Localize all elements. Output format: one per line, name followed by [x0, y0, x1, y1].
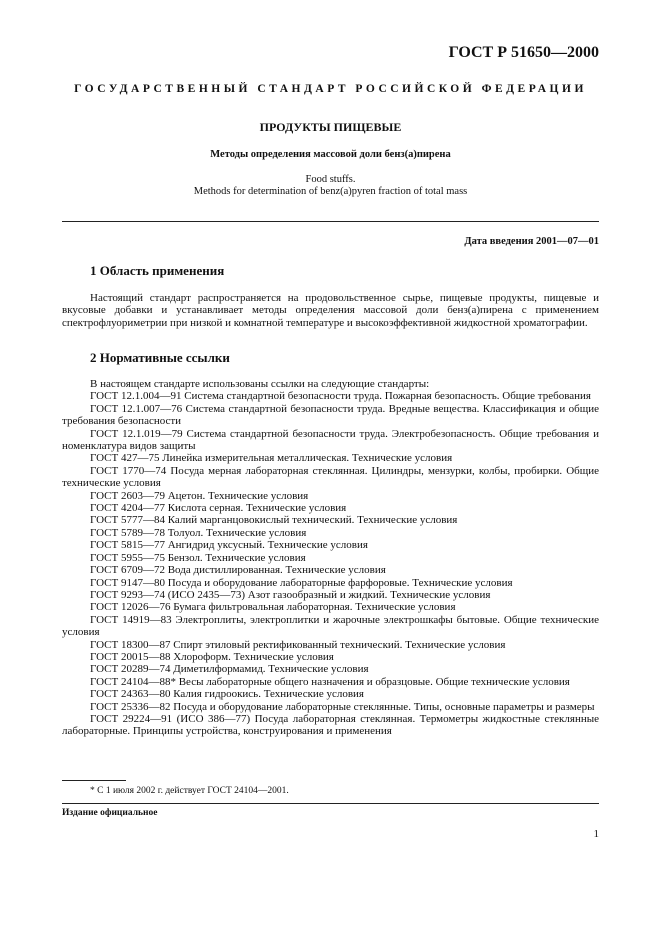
footnote: * С 1 июля 2002 г. действует ГОСТ 24104—2001.	[90, 786, 289, 796]
header-divider	[62, 221, 599, 222]
normative-references-list	[62, 378, 599, 738]
page-number: 1	[593, 828, 599, 840]
list-item: ГОСТ 2603—79 Ацетон. Технические условия	[90, 489, 309, 502]
section-2-heading: 2 Нормативные ссылки	[90, 350, 230, 365]
organization-header: ГОСУДАРСТВЕННЫЙ СТАНДАРТ РОССИЙСКОЙ ФЕДЕРАЦИИ	[74, 83, 587, 95]
edition-label: Издание официальное	[62, 808, 158, 818]
english-title-line-2: Methods for determination of benz(a)pyren fraction of total mass	[193, 186, 468, 197]
footer-divider	[62, 803, 599, 804]
standard-subtitle: Методы определения массовой доли бенз(а)пирена	[210, 149, 451, 160]
list-item: ГОСТ 6709—72 Вода дистиллированная. Технические условия	[90, 564, 386, 577]
list-item: ГОСТ 5955—75 Бензол. Технические условия	[90, 551, 306, 564]
list-item: В настоящем стандарте использованы ссылки на следующие стандарты:	[90, 378, 430, 390]
footnote-separator	[62, 780, 126, 781]
list-item: ГОСТ 12026—76 Бумага фильтровальная лабораторная. Технические условия	[90, 601, 456, 614]
section-1-heading: 1 Область применения	[90, 263, 225, 278]
english-title	[62, 174, 599, 198]
list-item: ГОСТ 14919—83 Электроплиты, электроплитки и жарочные электрошкафы бытовые. Общие технические условия	[62, 613, 599, 639]
list-item: ГОСТ 4204—77 Кислота серная. Технические условия	[90, 502, 347, 515]
list-item: ГОСТ 12.1.004—91 Система стандартной безопасности труда. Пожарная безопасность. Общие требования	[90, 390, 591, 403]
list-item: ГОСТ 12.1.007—76 Система стандартной безопасности труда. Вредные вещества. Классификация и общие требования безопасности	[62, 402, 599, 428]
introduction-date: Дата введения 2001—07—01	[464, 236, 599, 247]
list-item: ГОСТ 1770—74 Посуда мерная лабораторная стеклянная. Цилиндры, мензурки, колбы, пробирки. Общие технические условия	[62, 464, 599, 490]
list-item: ГОСТ 20015—88 Хлороформ. Технические условия	[90, 650, 334, 663]
list-item: ГОСТ 9293—74 (ИСО 2435—73) Азот газообразный и жидкий. Технические условия	[90, 588, 491, 601]
list-item: ГОСТ 24104—88* Весы лабораторные общего назначения и образцовые. Общие технические условия	[90, 675, 570, 688]
document-code: ГОСТ Р 51650—2000	[448, 44, 599, 61]
english-title-line-1: Food stuffs.	[305, 174, 356, 185]
list-item: ГОСТ 29224—91 (ИСО 386—77) Посуда лабораторная стеклянная. Термометры жидкостные стеклянные лабораторные. Принципы устройства, конструирования и применения	[62, 712, 599, 738]
list-item: ГОСТ 427—75 Линейка измерительная металлическая. Технические условия	[90, 452, 453, 465]
section-1-text: Настоящий стандарт распространяется на продовольственное сырье, пищевые продукты, пищевые и вкусовые добавки и устанавливает методы определения массовой доли бенз(а)пирена с применением спектрофлуориметрии при низкой и комнатной температуре и высокоэффективной жидкостной хроматографии.	[62, 292, 599, 329]
list-item: ГОСТ 5777—84 Калий марганцовокислый технический. Технические условия	[90, 514, 458, 527]
list-item: ГОСТ 20289—74 Диметилформамид. Технические условия	[90, 663, 369, 676]
list-item: ГОСТ 12.1.019—79 Система стандартной безопасности труда. Электробезопасность. Общие требования и номенклатура видов защиты	[62, 427, 599, 453]
list-item: ГОСТ 9147—80 Посуда и оборудование лабораторные фарфоровые. Технические условия	[90, 576, 513, 589]
list-item: ГОСТ 18300—87 Спирт этиловый ректификованный технический. Технические условия	[90, 638, 506, 651]
list-item: ГОСТ 5815—77 Ангидрид уксусный. Технические условия	[90, 539, 368, 552]
list-item: ГОСТ 5789—78 Толуол. Технические условия	[90, 526, 307, 539]
standard-title: ПРОДУКТЫ ПИЩЕВЫЕ	[259, 120, 402, 134]
list-item: ГОСТ 25336—82 Посуда и оборудование лабораторные стеклянные. Типы, основные параметры и размеры	[90, 700, 595, 713]
list-item: ГОСТ 24363—80 Калия гидроокись. Технические условия	[90, 688, 364, 701]
